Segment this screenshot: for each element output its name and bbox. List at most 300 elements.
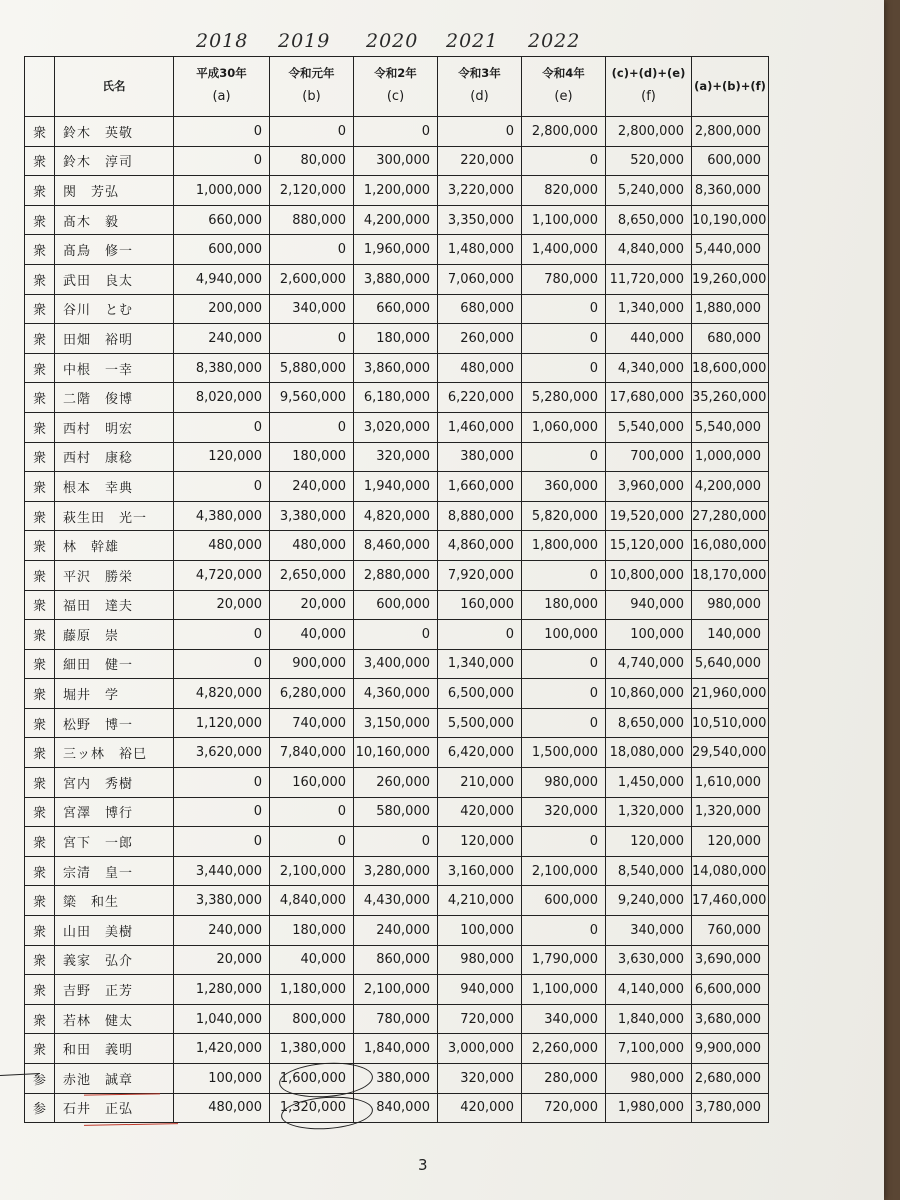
house-cell: 衆 [25, 560, 55, 590]
amount-cell: 15,120,000 [606, 531, 692, 561]
name-cell: 藤原 崇 [55, 620, 174, 650]
amount-cell: 100,000 [438, 916, 522, 946]
amount-cell: 0 [522, 916, 606, 946]
table-row [25, 176, 769, 206]
column-header [174, 57, 270, 117]
amount-cell: 680,000 [692, 324, 769, 354]
name-cell: 髙木 毅 [55, 205, 174, 235]
amount-cell: 180,000 [354, 324, 438, 354]
amount-cell: 7,060,000 [438, 264, 522, 294]
amount-cell: 0 [174, 472, 270, 502]
amount-cell: 18,600,000 [692, 353, 769, 383]
amount-cell: 1,460,000 [438, 412, 522, 442]
amount-cell: 980,000 [606, 1064, 692, 1094]
amount-cell: 8,360,000 [692, 176, 769, 206]
amount-cell: 8,540,000 [606, 856, 692, 886]
amount-cell: 0 [522, 294, 606, 324]
column-header [55, 57, 174, 117]
amount-cell: 0 [270, 827, 354, 857]
amount-cell: 1,480,000 [438, 235, 522, 265]
amount-cell: 10,160,000 [354, 738, 438, 768]
column-header [354, 57, 438, 117]
house-cell: 衆 [25, 886, 55, 916]
name-cell: 田畑 裕明 [55, 324, 174, 354]
column-header [606, 57, 692, 117]
amount-cell: 4,380,000 [174, 501, 270, 531]
table-row [25, 442, 769, 472]
amount-cell: 1,960,000 [354, 235, 438, 265]
amount-cell: 180,000 [522, 590, 606, 620]
amount-cell: 8,650,000 [606, 205, 692, 235]
amount-cell: 1,800,000 [522, 531, 606, 561]
amount-cell: 29,540,000 [692, 738, 769, 768]
amount-cell: 4,140,000 [606, 975, 692, 1005]
amount-cell: 5,540,000 [692, 412, 769, 442]
name-cell: 関 芳弘 [55, 176, 174, 206]
amount-cell: 3,380,000 [270, 501, 354, 531]
amount-cell: 3,880,000 [354, 264, 438, 294]
amount-cell: 4,200,000 [354, 205, 438, 235]
amount-cell: 760,000 [692, 916, 769, 946]
amount-cell: 4,360,000 [354, 679, 438, 709]
table-row [25, 324, 769, 354]
amount-cell: 11,720,000 [606, 264, 692, 294]
amount-cell: 120,000 [438, 827, 522, 857]
amount-cell: 800,000 [270, 1004, 354, 1034]
house-cell: 衆 [25, 1004, 55, 1034]
amount-cell: 0 [522, 353, 606, 383]
house-cell: 衆 [25, 353, 55, 383]
house-cell: 衆 [25, 916, 55, 946]
amount-cell: 480,000 [174, 1093, 270, 1123]
amount-cell: 27,280,000 [692, 501, 769, 531]
amount-cell: 300,000 [354, 146, 438, 176]
amount-cell: 340,000 [522, 1004, 606, 1034]
table-row [25, 649, 769, 679]
amount-cell: 7,840,000 [270, 738, 354, 768]
amount-cell: 0 [522, 649, 606, 679]
amount-cell: 20,000 [174, 590, 270, 620]
house-cell: 衆 [25, 679, 55, 709]
amount-cell: 720,000 [438, 1004, 522, 1034]
name-cell: 武田 良太 [55, 264, 174, 294]
amount-cell: 880,000 [270, 205, 354, 235]
name-cell: 中根 一幸 [55, 353, 174, 383]
amount-cell: 2,880,000 [354, 560, 438, 590]
table-row [25, 146, 769, 176]
amount-cell: 260,000 [438, 324, 522, 354]
amount-cell: 900,000 [270, 649, 354, 679]
table-row [25, 235, 769, 265]
amount-cell: 0 [174, 620, 270, 650]
table-row [25, 383, 769, 413]
amount-cell: 0 [174, 412, 270, 442]
house-cell: 衆 [25, 590, 55, 620]
house-cell: 衆 [25, 501, 55, 531]
amount-cell: 6,420,000 [438, 738, 522, 768]
table-row [25, 590, 769, 620]
amount-cell: 4,430,000 [354, 886, 438, 916]
amount-cell: 1,450,000 [606, 768, 692, 798]
table-row [25, 768, 769, 798]
amount-cell: 9,560,000 [270, 383, 354, 413]
amount-cell: 680,000 [438, 294, 522, 324]
amount-cell: 1,980,000 [606, 1093, 692, 1123]
name-cell: 義家 弘介 [55, 945, 174, 975]
column-header-sub: (c) [386, 89, 405, 105]
amount-cell: 940,000 [438, 975, 522, 1005]
amount-cell: 0 [522, 827, 606, 857]
column-header-sub: (b) [302, 89, 321, 105]
table-row [25, 975, 769, 1005]
amount-cell: 4,210,000 [438, 886, 522, 916]
amount-cell: 4,860,000 [438, 531, 522, 561]
amount-cell: 80,000 [270, 146, 354, 176]
table-row [25, 827, 769, 857]
name-cell: 細田 健一 [55, 649, 174, 679]
amount-cell: 3,400,000 [354, 649, 438, 679]
table-row [25, 916, 769, 946]
amount-cell: 0 [522, 679, 606, 709]
amount-cell: 3,380,000 [174, 886, 270, 916]
amount-cell: 100,000 [522, 620, 606, 650]
amount-cell: 2,650,000 [270, 560, 354, 590]
house-cell: 衆 [25, 708, 55, 738]
table-row [25, 560, 769, 590]
amount-cell: 3,690,000 [692, 945, 769, 975]
column-header-label: 令和4年 [542, 66, 585, 81]
amount-cell: 19,260,000 [692, 264, 769, 294]
amount-cell: 0 [174, 797, 270, 827]
amount-cell: 3,000,000 [438, 1034, 522, 1064]
amount-cell: 14,080,000 [692, 856, 769, 886]
name-cell: 二階 俊博 [55, 383, 174, 413]
amount-cell: 3,020,000 [354, 412, 438, 442]
amount-cell: 1,000,000 [174, 176, 270, 206]
column-header-label: 令和3年 [458, 66, 501, 81]
amount-cell: 0 [354, 620, 438, 650]
column-header-label: 令和元年 [288, 66, 335, 81]
house-cell: 衆 [25, 768, 55, 798]
amount-cell: 1,000,000 [692, 442, 769, 472]
amount-cell: 180,000 [270, 442, 354, 472]
house-cell: 衆 [25, 620, 55, 650]
amount-cell: 0 [354, 827, 438, 857]
amount-cell: 5,280,000 [522, 383, 606, 413]
amount-cell: 160,000 [438, 590, 522, 620]
amount-cell: 1,100,000 [522, 975, 606, 1005]
amount-cell: 1,940,000 [354, 472, 438, 502]
amount-cell: 17,680,000 [606, 383, 692, 413]
header-row [25, 57, 769, 117]
amount-cell: 40,000 [270, 945, 354, 975]
amount-cell: 10,190,000 [692, 205, 769, 235]
amount-cell: 10,800,000 [606, 560, 692, 590]
amount-cell: 380,000 [438, 442, 522, 472]
amount-cell: 5,500,000 [438, 708, 522, 738]
column-header [25, 57, 55, 117]
table-row [25, 117, 769, 147]
amount-cell: 340,000 [270, 294, 354, 324]
amount-cell: 6,500,000 [438, 679, 522, 709]
amount-cell: 7,100,000 [606, 1034, 692, 1064]
house-cell: 衆 [25, 738, 55, 768]
handwritten-year-annotations [0, 0, 884, 60]
amount-cell: 860,000 [354, 945, 438, 975]
amount-cell: 120,000 [606, 827, 692, 857]
amount-cell: 5,640,000 [692, 649, 769, 679]
amount-cell: 3,280,000 [354, 856, 438, 886]
amount-cell: 3,860,000 [354, 353, 438, 383]
column-header-label: (c)+(d)+(e) [611, 66, 686, 81]
amount-cell: 6,600,000 [692, 975, 769, 1005]
amount-cell: 0 [522, 442, 606, 472]
house-cell: 衆 [25, 205, 55, 235]
amount-cell: 980,000 [692, 590, 769, 620]
amount-cell: 2,100,000 [522, 856, 606, 886]
name-cell: 鈴木 英敬 [55, 117, 174, 147]
house-cell: 衆 [25, 975, 55, 1005]
amount-cell: 0 [270, 117, 354, 147]
amount-cell: 980,000 [438, 945, 522, 975]
column-header-label: 氏名 [102, 78, 126, 93]
amount-cell: 5,880,000 [270, 353, 354, 383]
amount-cell: 420,000 [438, 797, 522, 827]
amount-cell: 4,820,000 [354, 501, 438, 531]
amount-cell: 320,000 [438, 1064, 522, 1094]
amount-cell: 0 [270, 797, 354, 827]
amount-cell: 1,610,000 [692, 768, 769, 798]
amount-cell: 520,000 [606, 146, 692, 176]
table-row [25, 738, 769, 768]
house-cell: 衆 [25, 827, 55, 857]
column-header-sub: (f) [641, 89, 656, 105]
amount-cell: 480,000 [438, 353, 522, 383]
handwritten-year: 2019 [278, 30, 331, 52]
amount-cell: 8,380,000 [174, 353, 270, 383]
amount-cell: 1,420,000 [174, 1034, 270, 1064]
name-cell: 平沢 勝栄 [55, 560, 174, 590]
amount-cell: 820,000 [522, 176, 606, 206]
amount-cell: 1,320,000 [692, 797, 769, 827]
amount-cell: 5,440,000 [692, 235, 769, 265]
amount-cell: 1,840,000 [354, 1034, 438, 1064]
name-cell: 山田 美樹 [55, 916, 174, 946]
amount-cell: 1,790,000 [522, 945, 606, 975]
amount-cell: 100,000 [606, 620, 692, 650]
amount-cell: 5,240,000 [606, 176, 692, 206]
amount-cell: 5,820,000 [522, 501, 606, 531]
name-cell: 谷川 とむ [55, 294, 174, 324]
amount-cell: 1,340,000 [606, 294, 692, 324]
amount-cell: 0 [270, 235, 354, 265]
amount-cell: 1,320,000 [606, 797, 692, 827]
column-header [692, 57, 769, 117]
name-cell: 赤池 誠章 [55, 1064, 174, 1094]
house-cell: 衆 [25, 176, 55, 206]
house-cell: 衆 [25, 264, 55, 294]
column-header-sub: (e) [554, 89, 573, 105]
amount-cell: 240,000 [354, 916, 438, 946]
house-cell: 衆 [25, 324, 55, 354]
amount-cell: 1,660,000 [438, 472, 522, 502]
amount-cell: 4,840,000 [270, 886, 354, 916]
amount-cell: 700,000 [606, 442, 692, 472]
amount-cell: 1,400,000 [522, 235, 606, 265]
house-cell: 衆 [25, 146, 55, 176]
name-cell: 福田 達夫 [55, 590, 174, 620]
amount-cell: 3,160,000 [438, 856, 522, 886]
table-body [25, 117, 769, 1123]
amount-cell: 600,000 [174, 235, 270, 265]
amount-cell: 600,000 [522, 886, 606, 916]
column-header [438, 57, 522, 117]
house-cell: 参 [25, 1093, 55, 1123]
amount-cell: 660,000 [354, 294, 438, 324]
amount-cell: 19,520,000 [606, 501, 692, 531]
amount-cell: 9,900,000 [692, 1034, 769, 1064]
amount-cell: 0 [174, 649, 270, 679]
amount-cell: 210,000 [438, 768, 522, 798]
amount-cell: 0 [522, 708, 606, 738]
amount-cell: 4,840,000 [606, 235, 692, 265]
amount-cell: 1,500,000 [522, 738, 606, 768]
name-cell: 鈴木 淳司 [55, 146, 174, 176]
amount-cell: 0 [174, 146, 270, 176]
amount-cell: 120,000 [174, 442, 270, 472]
amount-cell: 180,000 [270, 916, 354, 946]
amount-cell: 6,180,000 [354, 383, 438, 413]
handwritten-year: 2021 [446, 30, 499, 52]
amount-cell: 4,200,000 [692, 472, 769, 502]
table-row [25, 797, 769, 827]
amount-cell: 3,630,000 [606, 945, 692, 975]
amount-cell: 6,220,000 [438, 383, 522, 413]
amount-cell: 7,920,000 [438, 560, 522, 590]
name-cell: 萩生田 光一 [55, 501, 174, 531]
house-cell: 参 [25, 1064, 55, 1094]
amount-cell: 8,650,000 [606, 708, 692, 738]
amount-cell: 600,000 [692, 146, 769, 176]
amount-cell: 940,000 [606, 590, 692, 620]
amount-cell: 240,000 [270, 472, 354, 502]
column-header [522, 57, 606, 117]
amount-cell: 1,880,000 [692, 294, 769, 324]
column-header-label: 平成30年 [196, 66, 247, 81]
amount-cell: 2,800,000 [606, 117, 692, 147]
amount-cell: 1,180,000 [270, 975, 354, 1005]
amount-cell: 8,880,000 [438, 501, 522, 531]
house-cell: 衆 [25, 412, 55, 442]
name-cell: 堀井 学 [55, 679, 174, 709]
amount-cell: 1,840,000 [606, 1004, 692, 1034]
amount-cell: 3,780,000 [692, 1093, 769, 1123]
amount-cell: 480,000 [270, 531, 354, 561]
amount-cell: 1,280,000 [174, 975, 270, 1005]
amount-cell: 3,440,000 [174, 856, 270, 886]
table-row [25, 708, 769, 738]
house-cell: 衆 [25, 442, 55, 472]
amount-cell: 0 [270, 412, 354, 442]
amount-cell: 980,000 [522, 768, 606, 798]
amount-cell: 720,000 [522, 1093, 606, 1123]
amount-cell: 2,260,000 [522, 1034, 606, 1064]
amount-cell: 1,320,000 [270, 1093, 354, 1123]
table-row [25, 886, 769, 916]
amount-cell: 2,800,000 [522, 117, 606, 147]
house-cell: 衆 [25, 856, 55, 886]
amount-cell: 160,000 [270, 768, 354, 798]
amount-cell: 600,000 [354, 590, 438, 620]
amount-cell: 1,380,000 [270, 1034, 354, 1064]
name-cell: 和田 義明 [55, 1034, 174, 1064]
amount-cell: 40,000 [270, 620, 354, 650]
amount-cell: 2,800,000 [692, 117, 769, 147]
amount-cell: 17,460,000 [692, 886, 769, 916]
table-row [25, 856, 769, 886]
amount-cell: 20,000 [174, 945, 270, 975]
name-cell: 西村 明宏 [55, 412, 174, 442]
amount-cell: 0 [270, 324, 354, 354]
amount-cell: 0 [174, 827, 270, 857]
page-number: 3 [418, 1156, 428, 1174]
amount-cell: 0 [174, 768, 270, 798]
amount-cell: 2,600,000 [270, 264, 354, 294]
house-cell: 衆 [25, 1034, 55, 1064]
amount-cell: 3,220,000 [438, 176, 522, 206]
column-header-label: 令和2年 [374, 66, 417, 81]
amount-cell: 3,350,000 [438, 205, 522, 235]
column-header-label: (a)+(b)+(f) [694, 78, 766, 93]
table-row [25, 1004, 769, 1034]
column-header [270, 57, 354, 117]
amount-cell: 8,020,000 [174, 383, 270, 413]
amount-cell: 4,820,000 [174, 679, 270, 709]
amount-cell: 6,280,000 [270, 679, 354, 709]
amount-cell: 35,260,000 [692, 383, 769, 413]
amount-cell: 280,000 [522, 1064, 606, 1094]
amount-cell: 0 [354, 117, 438, 147]
amount-cell: 360,000 [522, 472, 606, 502]
amount-cell: 1,340,000 [438, 649, 522, 679]
amount-cell: 3,680,000 [692, 1004, 769, 1034]
table-row [25, 472, 769, 502]
amount-cell: 320,000 [522, 797, 606, 827]
house-cell: 衆 [25, 649, 55, 679]
house-cell: 衆 [25, 472, 55, 502]
table-row [25, 501, 769, 531]
amount-cell: 1,120,000 [174, 708, 270, 738]
column-header-sub: (a) [212, 89, 231, 105]
amount-cell: 840,000 [354, 1093, 438, 1123]
amount-cell: 240,000 [174, 324, 270, 354]
amount-cell: 8,460,000 [354, 531, 438, 561]
amount-cell: 780,000 [522, 264, 606, 294]
amount-cell: 1,100,000 [522, 205, 606, 235]
amount-cell: 20,000 [270, 590, 354, 620]
handwritten-year: 2018 [196, 30, 249, 52]
amount-cell: 1,040,000 [174, 1004, 270, 1034]
amount-cell: 200,000 [174, 294, 270, 324]
amount-cell: 10,860,000 [606, 679, 692, 709]
name-cell: 若林 健太 [55, 1004, 174, 1034]
name-cell: 簗 和生 [55, 886, 174, 916]
amount-cell: 2,120,000 [270, 176, 354, 206]
amount-cell: 660,000 [174, 205, 270, 235]
amount-cell: 3,960,000 [606, 472, 692, 502]
name-cell: 宮内 秀樹 [55, 768, 174, 798]
amount-cell: 18,170,000 [692, 560, 769, 590]
